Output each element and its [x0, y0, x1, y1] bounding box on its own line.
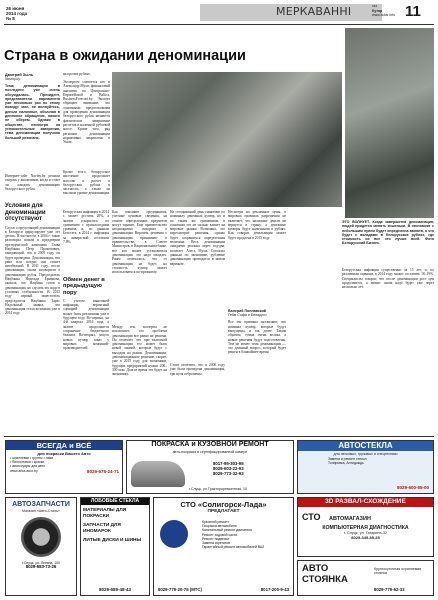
column-6-body: Несмотря на рекламные цены, в мировых правилах разрешения не включает, что наличные деньги не вернутся в страну, а денежные купюры будут наличными в рублях. Как говорят, девальвация может будет продлена в 2015 году. [228, 210, 286, 240]
column-2-body-2: Кроме этого, белорусское население продолжает массово и расчет в белорусских рублях в частности, а также на высоком уровне деноминации. [63, 170, 110, 196]
ad2-subtitle: авто-покраска в сертифицированной камере [172, 449, 248, 454]
ad8-title: АВТО СТОЯНКА [302, 563, 348, 585]
column-1-body: Интернет-сайт Naviny.by решила сыграть у аналитиков, когда и стоит ли ожидать деноминацию белорусского рубля. [5, 174, 60, 191]
ad2-phone-2: 8029-603-22-93 [213, 466, 244, 472]
ad1-line-2: • баллончики • краски [10, 460, 45, 465]
column-5 [170, 210, 225, 434]
byline-source: Naviny.by [5, 77, 21, 81]
ad-windshields[interactable] [80, 497, 150, 596]
ad4-subtitle: Магазин «Авто-Стиль» [21, 509, 61, 513]
column-1-body-2: Слухи о предстоящей деноминации в Беларуси циркулируют уже лет десять. В частности, в 2004 г. такие разговоры пошли в преддверии президентской кампании. Глава Нацбанка Петр Прокопович, ожидающий, что в 2005 году он будет проведена. Деноминация, что рано или поздно она станет неизбежной. В 2011 году, после девальвации, снова заговорили о деноминации рубля. Председатель Нацбанка Надежда Ермакова, сказала, что Нацбанк готов к деноминации, но сделать это надо в условиях стабильности. В 2013 году первый заместитель председателя Нацбанка Тарас Надольный заявил, что деноминация стала возможна уже в 2014 году. [5, 225, 60, 316]
ad5-line-2: ЗАПЧАСТИ ДЛЯ ИНОМАРОК [83, 523, 121, 534]
side-photo [345, 28, 434, 218]
ad6-line-5: Ремонт подвески [202, 536, 229, 541]
ad4-phone: 8029-683-73-26 [25, 564, 57, 570]
subheading-exchange: Обмен денег в предыдущую пору [63, 277, 105, 296]
publisher-block [372, 4, 395, 18]
column-2-top: на прочих рублях. [63, 72, 91, 76]
ad1-title: ВСЕГДА и ВСЁ [6, 441, 122, 450]
ad2-address: г.Слуцк, ул.Трактороремонтная, 10 [189, 487, 248, 491]
quote-name: Валерий Поплавский [228, 309, 267, 313]
ad7-address: г. Слуцк, ул. Гагарина-32 [343, 530, 388, 535]
subheading-conditions: Условия для деноминации отсутствуют [5, 203, 46, 222]
column-4-body: Как поясняют предприятия, учетные ценовые сведения, на основе определенных предметов могут заранее. Еще правительство неоднократно говорило о деноминации. Впрочем, решения о деноминации принимают в правительстве, в Совете Министров, в Национальном банке, все кто может установиться деноминации, это надо ожидать. Ранее отмечалось, что от деноминации не будет, но стоимость купюр может использоваться по-прежнему. [112, 210, 167, 275]
ad4-title: АВТОЗАПЧАСТИ [12, 501, 70, 508]
ads-rule [4, 436, 434, 437]
ad6-line-2: Покраска автомобиля [202, 524, 237, 529]
ad6-line-3: Капитальный ремонт двигателя [202, 528, 252, 533]
ad-auto-parts[interactable] [5, 497, 77, 596]
ad7-phone: 8029-349-85-25 [351, 534, 380, 540]
photo-caption: ЭТО ВОЛНУЕТ. Когда завершится деноминация, людей придется менять кошельки. В экономике с небольшим нулем будет определена валюта, а что будет с вкладами в белорусских рублях, где стоимость их все это лучше всей. Фото Белорусский Бизнес. [342, 220, 434, 246]
publisher-brand: Кутар [372, 8, 383, 13]
article-lead: Тема деноминации в последнее уже очень обсуждалась. Президент, представители парламента уже несколько раз по этому поводу: мол, не волнуйтесь, деньги наличные, обычная в денежное обращение, никого не оберем. Однако в обществе, несмотря на успокоительные заверения, тема деноминации получила большой резонанс. [5, 84, 60, 140]
ad7-title: 3D РАЗВАЛ-СХОЖДЕНИЕ [298, 498, 433, 507]
ad8-phone: 8029-779-62-32 [374, 587, 405, 592]
ad3-phone: 8029-600-55-00 [396, 485, 429, 490]
quote-org: Гейм Сифа в Беларуси [228, 313, 267, 318]
ad6-line-1: Кузовной ремонт [202, 520, 229, 524]
ad1-subtitle: для покраски Вашего Авто [37, 451, 91, 456]
ad-soligorsk-lada[interactable] [153, 497, 294, 596]
ad5-line-1: МАТЕРИАЛЫ ДЛЯ ПОКРАСКИ [83, 508, 127, 519]
date-day: 26 июня [6, 6, 25, 11]
issue-date [6, 6, 27, 21]
header-rule [4, 24, 434, 25]
ad-paint-supplies[interactable] [5, 440, 123, 494]
article-photo [112, 72, 342, 207]
publisher-site: www.kutar.info [372, 13, 396, 17]
ad-body-repair[interactable] [126, 440, 294, 494]
column-3-body: Белорусская инфляция в 2014 г. может достичь 20%, а значит ускорилась по сравнению с прошлогодним уровнем, и, по данным Белстата, в 2014 г. инфляция за январь-май составила 7,8%. [63, 210, 109, 245]
ad2-phones [213, 461, 244, 477]
ad4-tire-image [21, 517, 61, 557]
ad2-car-image [131, 461, 185, 487]
section-title: МЕРКАВАННІ [276, 5, 352, 18]
column-3-body-2: С учетом нынешней инфляции, вероятный сценарий деноминации может быть реализован уже в будущем году. Во-первых, на 4-й квартал 2014 года, а значит продолжится сохранение бюджетного баланса. Во-вторых, запуск новых купюр заказ у мировых компаний-производителей. [63, 298, 109, 351]
ad7-line-2: АВТОМАГАЗИН [329, 515, 371, 522]
ad-parking[interactable] [297, 560, 434, 596]
ad1-site: www.arka-auto.by [10, 468, 38, 473]
ad6-line-6: Замена агрегатов [202, 541, 230, 546]
column-7 [290, 220, 434, 434]
column-2-body: Экспертом считается кто в Александр Мухи, финансовый аналитик по Центрально-Европейской и Baltics, BusinessForecast.by. Эксперт обращает внимание, что основными предпосылками для проведения деноминации белорусского рубля являются фактическое завершение расчетов в наличной рублевой массе. Кроме того, ряд регионов деноминации нормативно закреплено в Указе. [63, 80, 110, 145]
column-3 [63, 210, 109, 434]
column-7-body: Белорусская инфляция существенно за 15 лет, и, по различным оценкам, в 2014 году может составить 18–19%. Специалисты говорят, что после деноминации рост цен продолжится, а значит снова надо будет уже через несколько лет. [342, 268, 434, 290]
ad6-phone-2: 8017-200-9-43 [260, 587, 289, 592]
ad2-title: ПОКРАСКА и КУЗОВНОЙ РЕМОНТ [151, 441, 269, 448]
ad1-line-3: • аксессуары для авто [10, 464, 46, 469]
column-2 [63, 72, 110, 207]
column-4-body-2: Между тем, эксперты не исключают, что проблема деноминации все равно не решена. Он отмечает, что при валютной деноминации это может быть новой линией, которые будут с выходом на рынок. Деноминации, деноминационное решение, скорее, уже в 2015 году для экономики, будущих предприятий нужно 200–300 млн. Долгое время это будет на экономику. [112, 325, 167, 377]
ad5-title: ЛОБОВЫЕ СТЕКЛА [81, 498, 149, 505]
page-number: 11 [405, 3, 421, 20]
publisher-small: газ [372, 4, 377, 8]
ad6-logo [160, 520, 188, 548]
ad-wheel-alignment[interactable] [297, 497, 434, 557]
column-4 [112, 210, 167, 434]
ad-auto-glass[interactable] [297, 440, 434, 494]
ad7-line-1: СТО [302, 511, 321, 522]
headline: Страна в ожидании деноминации [4, 48, 246, 64]
byline-author: Дмитрий Зыль [5, 73, 34, 77]
issue-number: № 8 [6, 16, 15, 21]
quote-attribution [228, 309, 286, 317]
ad6-line-7: Гарантийный ремонт автомобилей ВАЗ [202, 545, 265, 550]
ad6-subtitle: ПРЕДЛАГАЕТ [207, 509, 240, 514]
column-6 [228, 210, 286, 434]
date-year: 2014 года [6, 11, 28, 16]
ad2-phone-3: 8029-773-32-93 [213, 471, 244, 477]
ad3-line-1: Замена и ремонт стекол [328, 457, 367, 461]
ad8-line-1: Круглосуточная охраняемая стоянка [374, 567, 422, 576]
ad7-line-3: КОМПЬЮТЕРНАЯ ДИАГНОСТИКА [322, 524, 409, 531]
column-5-body: На сегодняшний день снижение по номиналу денежных купюр, но и по таким же сравнениям, в основном это не сильно влияет на мировые рынки. Возможно, это пересмотрит решения, однако будет сохраняться определенная величина. Весь деноминации ожидаемо реальна через год-два, полагает Алесь Мухи. Согласно данным по экономике, рублевые деноминации проводятся в новом варианте. [170, 210, 225, 266]
ad5-line-3: ЛИТЫЕ ДИСКИ И ШИНЫ [83, 538, 142, 543]
ad2-phone-1: 8017-95-303-95 [213, 461, 244, 466]
ad1-line-1: • шпатлевки • грунты • лаки [10, 456, 54, 460]
ad1-phone: 8029-675-24-71 [86, 469, 119, 474]
column-6-body-2: Все эти причины заставляют, что номинал купюр, которые будут выпущены, и так далее. Таким образом, сумма очень велика, а новые решения будут подготовлены. Тем не менее тема деноминации — это длинный вопрос, который будет решен в ближайшее время. [228, 320, 286, 355]
ad6-line-4: Ремонт ходовой части [202, 532, 238, 537]
ad3-line-2: Тонировка, Антидождь [328, 461, 364, 466]
column-5-body-2: Стоит отметить, что в 2000 году уже была проведена деноминация, три нуля отброшены. [170, 363, 225, 376]
ad6-title: СТО «Солигорск-Лада» [180, 500, 267, 509]
ad5-phone: 8029-689-48-43 [98, 587, 132, 592]
ad3-subtitle: для легковых, грузовых и спецтехники [333, 452, 398, 456]
ad6-services [202, 520, 264, 549]
ad4-address: г.Слуцк, ул. Ленина, 100 [22, 561, 60, 565]
column-1 [5, 73, 60, 433]
ad3-title: АВТОСТЕКЛА [298, 441, 433, 451]
ad6-phone-1: 8029-779-20-75 (МТС) [158, 587, 202, 592]
